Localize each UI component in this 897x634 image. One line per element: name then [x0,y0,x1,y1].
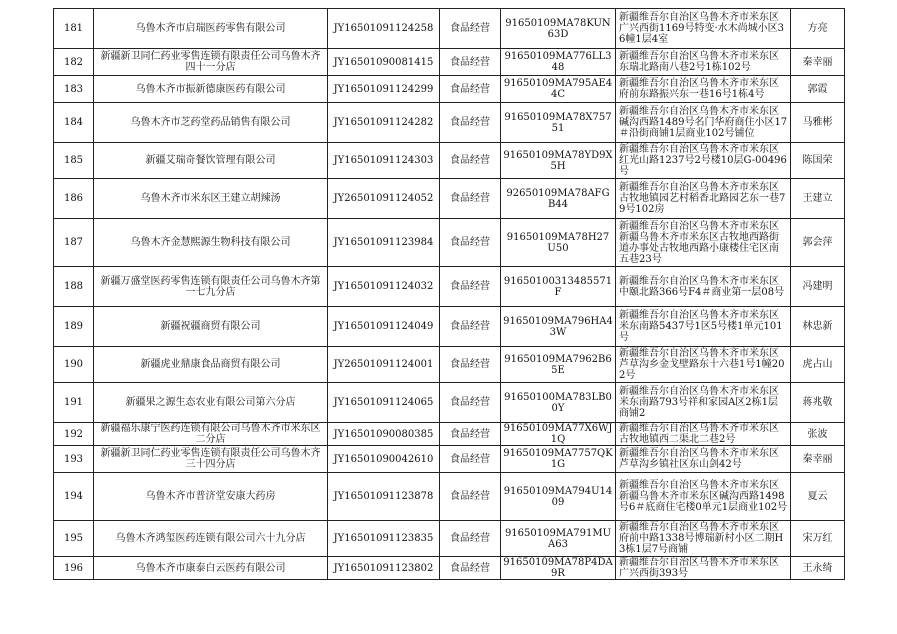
cell-business-type: 食品经营 [440,347,501,383]
cell-license-no: JY16501091124065 [328,383,440,423]
cell-credit-code: 91650109MA78KUN63D [501,9,616,49]
cell-no: 181 [54,9,94,49]
cell-company-name: 新疆艾瑞奇餐饮管理有限公司 [94,143,328,179]
cell-company-name: 乌鲁木齐鸿玺医药连锁有限公司六十九分店 [94,521,328,557]
cell-credit-code: 92650109MA78AFGB44 [501,179,616,219]
cell-license-no: JY16501091124303 [328,143,440,179]
cell-license-no: JY16501091124282 [328,103,440,143]
cell-business-type: 食品经营 [440,521,501,557]
cell-legal-person: 王永绮 [791,557,845,580]
table-row [54,9,845,49]
cell-credit-code: 91650100313485571F [501,267,616,307]
cell-license-no: JY26501091124001 [328,347,440,383]
cell-company-name: 新疆新卫同仁药业零售连锁有限责任公司乌鲁木齐三十四分店 [94,446,328,473]
cell-company-name: 乌鲁木齐市芝药堂药品销售有限公司 [94,103,328,143]
cell-no: 195 [54,521,94,557]
cell-address: 新疆维吾尔自治区乌鲁木齐市米东区芦草沟乡镇社区东山剑42号 [616,446,791,473]
cell-credit-code: 91650109MA78H27U50 [501,219,616,267]
cell-license-no: JY16501090080385 [328,423,440,446]
cell-legal-person: 冯建明 [791,267,845,307]
table-row [54,557,845,580]
cell-credit-code: 91650109MA77X6WJ1Q [501,423,616,446]
cell-address: 新疆维吾尔自治区乌鲁木齐市米东区中颐北路366号F4＃商业第一层08号 [616,267,791,307]
cell-company-name: 新疆祝疆商贸有限公司 [94,307,328,347]
cell-legal-person: 林忠新 [791,307,845,347]
table-row [54,143,845,179]
cell-company-name: 新疆新卫同仁药业零售连锁有限责任公司乌鲁木齐四十一分店 [94,49,328,76]
cell-address: 新疆维吾尔自治区乌鲁木齐市米东区古牧地镇园艺村稻香北路园艺东一巷79号102房 [616,179,791,219]
cell-company-name: 新疆果之源生态农业有限公司第六分店 [94,383,328,423]
cell-legal-person: 蒋兆敬 [791,383,845,423]
table-row [54,446,845,473]
cell-address: 新疆维吾尔自治区乌鲁木齐市米东区米东南路793号祥和家园A区2栋1层商铺2 [616,383,791,423]
table-row [54,103,845,143]
cell-business-type: 食品经营 [440,9,501,49]
cell-legal-person: 郭霞 [791,76,845,103]
cell-credit-code: 91650109MA791MUA63 [501,521,616,557]
cell-address: 新疆维吾尔自治区乌鲁木齐市米东区府前中路1338号博瑞新村小区二期H3栋1层7号商铺 [616,521,791,557]
cell-no: 183 [54,76,94,103]
cell-address: 新疆维吾尔自治区乌鲁木齐市米东区芦草沟乡金戈壁路东十六巷1号1幢202号 [616,347,791,383]
cell-legal-person: 秦幸丽 [791,49,845,76]
cell-credit-code: 91650109MA7757QK1G [501,446,616,473]
cell-license-no: JY16501091123802 [328,557,440,580]
cell-company-name: 乌鲁木齐市普济堂安康大药房 [94,473,328,521]
cell-legal-person: 陈国荣 [791,143,845,179]
table-row [54,76,845,103]
cell-legal-person: 夏云 [791,473,845,521]
cell-credit-code: 91650109MA78P4DA9R [501,557,616,580]
cell-business-type: 食品经营 [440,557,501,580]
table-row [54,521,845,557]
cell-no: 194 [54,473,94,521]
cell-legal-person: 马雅彬 [791,103,845,143]
cell-business-type: 食品经营 [440,267,501,307]
table-row [54,179,845,219]
cell-address: 新疆维吾尔自治区乌鲁木齐市米东区古牧地镇西二渠北二巷2号 [616,423,791,446]
cell-business-type: 食品经营 [440,219,501,267]
cell-business-type: 食品经营 [440,383,501,423]
cell-no: 191 [54,383,94,423]
cell-company-name: 新疆万盛堂医药零售连锁有限责任公司乌鲁木齐第一七九分店 [94,267,328,307]
cell-company-name: 新疆虎业鼎康食品商贸有限公司 [94,347,328,383]
table-row [54,219,845,267]
cell-business-type: 食品经营 [440,423,501,446]
cell-company-name: 乌鲁木齐金慧熙源生物科技有限公司 [94,219,328,267]
cell-license-no: JY26501091124052 [328,179,440,219]
cell-license-no: JY16501091124049 [328,307,440,347]
cell-legal-person: 宋万红 [791,521,845,557]
table-row [54,423,845,446]
cell-no: 182 [54,49,94,76]
cell-business-type: 食品经营 [440,49,501,76]
cell-no: 186 [54,179,94,219]
cell-legal-person: 郭会萍 [791,219,845,267]
cell-no: 185 [54,143,94,179]
cell-business-type: 食品经营 [440,143,501,179]
cell-business-type: 食品经营 [440,446,501,473]
cell-address: 新疆维吾尔自治区乌鲁木齐市米东区东瑞北路南八巷2号1栋102号 [616,49,791,76]
cell-no: 196 [54,557,94,580]
cell-address: 新疆维吾尔自治区乌鲁木齐市米东区府前东路振兴东一巷16号1栋4号 [616,76,791,103]
cell-license-no: JY16501090042610 [328,446,440,473]
cell-license-no: JY16501091123878 [328,473,440,521]
cell-legal-person: 秦幸丽 [791,446,845,473]
records-table [53,8,845,580]
table-row [54,267,845,307]
cell-credit-code: 91650109MA78X75751 [501,103,616,143]
cell-license-no: JY16501091124299 [328,76,440,103]
cell-credit-code: 91650109MA795AE44C [501,76,616,103]
cell-no: 190 [54,347,94,383]
cell-no: 189 [54,307,94,347]
cell-license-no: JY16501091124258 [328,9,440,49]
cell-license-no: JY16501091124032 [328,267,440,307]
table-row [54,473,845,521]
cell-company-name: 乌鲁木齐市米东区王建立胡辣汤 [94,179,328,219]
table-row [54,307,845,347]
cell-credit-code: 91650109MA796HA43W [501,307,616,347]
table-body [54,9,845,580]
cell-no: 184 [54,103,94,143]
cell-license-no: JY16501090081415 [328,49,440,76]
table-row [54,347,845,383]
cell-credit-code: 91650109MA78YD9X5H [501,143,616,179]
cell-license-no: JY16501091123984 [328,219,440,267]
cell-no: 192 [54,423,94,446]
cell-address: 新疆维吾尔自治区乌鲁木齐市米东区碱沟西路1489号名门华府商住小区17＃沿街商铺1层商业102号铺位 [616,103,791,143]
cell-business-type: 食品经营 [440,179,501,219]
cell-address: 新疆维吾尔自治区乌鲁木齐市米东区米东南路5437号1区5号楼1单元101号 [616,307,791,347]
cell-address: 新疆维吾尔自治区乌鲁木齐市米东区红光山路1237号2号楼10层G-00496号 [616,143,791,179]
cell-credit-code: 91650109MA794U1409 [501,473,616,521]
cell-business-type: 食品经营 [440,103,501,143]
cell-address: 新疆维吾尔自治区乌鲁木齐市米东区广兴西街1169号特变·水木尚城小区36幢1层4室 [616,9,791,49]
table-row [54,383,845,423]
cell-company-name: 乌鲁木齐市启瑞医药零售有限公司 [94,9,328,49]
cell-legal-person: 方亮 [791,9,845,49]
cell-no: 188 [54,267,94,307]
cell-address: 新疆维吾尔自治区乌鲁木齐市米东区广兴西街393号 [616,557,791,580]
cell-license-no: JY16501091123835 [328,521,440,557]
cell-address: 新疆维吾尔自治区乌鲁木齐市米东区新疆乌鲁木齐市米东区碱沟西路1498号6＃底商住宅楼0单元1层商业102号 [616,473,791,521]
table-row [54,49,845,76]
cell-credit-code: 91650100MA783LB00Y [501,383,616,423]
cell-legal-person: 王建立 [791,179,845,219]
cell-credit-code: 91650109MA7962B65E [501,347,616,383]
cell-company-name: 新疆福乐康宁医药连锁有限公司乌鲁木齐市米东区二分店 [94,423,328,446]
cell-address: 新疆维吾尔自治区乌鲁木齐市米东区新疆乌鲁木齐市米东区古牧地西路街道办事处古牧地西路小康楼住宅区南五巷23号 [616,219,791,267]
cell-business-type: 食品经营 [440,307,501,347]
cell-legal-person: 张波 [791,423,845,446]
cell-no: 187 [54,219,94,267]
cell-no: 193 [54,446,94,473]
cell-legal-person: 虎占山 [791,347,845,383]
cell-business-type: 食品经营 [440,473,501,521]
cell-credit-code: 91650109MA776LL348 [501,49,616,76]
cell-company-name: 乌鲁木齐市康泰白云医药有限公司 [94,557,328,580]
cell-business-type: 食品经营 [440,76,501,103]
cell-company-name: 乌鲁木齐市振新德康医药有限公司 [94,76,328,103]
